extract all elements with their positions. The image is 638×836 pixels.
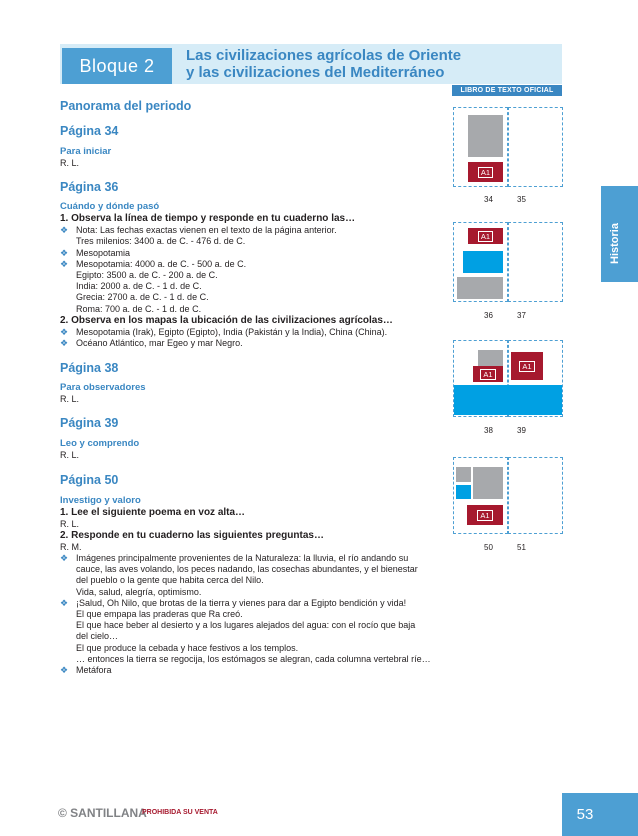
bloque-label: Bloque 2 (62, 48, 172, 84)
bullet-text: Mesopotamia: 4000 a. de C. - 500 a. de C. (76, 258, 247, 269)
bullet-item (60, 259, 445, 270)
thumbnail-badge-block (511, 352, 543, 380)
thumbnail-badge-block (467, 505, 503, 525)
question: 1. Lee el siguiente poema en voz alta… (60, 506, 246, 518)
page-number: 53 (562, 793, 638, 836)
question: 2. Responde en tu cuaderno las siguientes preguntas… (60, 529, 324, 541)
subsection-heading: Leo y comprendo (60, 438, 140, 450)
side-tab-historia (601, 186, 638, 282)
diamond-bullet-icon: ❖ (60, 326, 69, 337)
thumbnail-image-block (454, 385, 562, 415)
bullet-text: ¡Salud, Oh Nilo, que brotas de la tierra y vienes para dar a Egipto bendición y vida! (76, 597, 407, 608)
bullet-item (60, 553, 445, 564)
thumbnail-image-block (473, 467, 503, 499)
bullet-item (60, 665, 445, 676)
thumbnail-page-number: 51 (517, 543, 526, 552)
answer-text: R. L. (60, 158, 80, 168)
a1-badge: A1 (478, 167, 493, 178)
thumbnail-image-block (478, 350, 503, 366)
answer-text: El que produce la cebada y hace festivos a los templos. (76, 642, 299, 653)
answer-text: Grecia: 2700 a. de C. - 1 d. de C. (76, 292, 209, 303)
thumbnail-image-block (457, 277, 503, 299)
page-thumbnail-36-37 (453, 222, 563, 302)
diamond-bullet-icon: ❖ (60, 553, 69, 564)
answer-text: R. M. (60, 541, 82, 552)
thumbnail-right-page (508, 457, 563, 534)
thumbnail-image-block (456, 467, 471, 482)
subsection-heading: Cuándo y dónde pasó (60, 201, 160, 213)
thumbnail-page-number: 39 (517, 426, 526, 435)
title-line-1: Las civilizaciones agrícolas de Oriente (186, 47, 462, 64)
bullet-text: Nota: Las fechas exactas vienen en el texto de la página anterior. (76, 225, 337, 236)
diamond-bullet-icon: ❖ (60, 665, 69, 676)
answer-text: Roma: 700 a. de C. - 1 d. de C. (76, 303, 202, 314)
answer-text: India: 2000 a. de C. - 1 d. de C. (76, 281, 202, 292)
page-thumbnail-50-51 (453, 457, 563, 534)
thumbnail-page-number: 36 (484, 311, 493, 320)
question: 1. Observa la línea de tiempo y responde en tu cuaderno las… (60, 213, 356, 225)
diamond-bullet-icon: ❖ (60, 338, 69, 349)
thumbnail-right-page (508, 107, 563, 187)
libro-label: LIBRO DE TEXTO OFICIAL (452, 85, 562, 96)
answer-text: Tres milenios: 3400 a. de C. - 476 d. de C. (76, 236, 246, 247)
thumbnail-page-number: 50 (484, 543, 493, 552)
prohibida-notice: PROHIBIDA SU VENTA (142, 809, 218, 816)
answer-text: del cielo… (76, 631, 119, 642)
subsection-heading: Para iniciar (60, 146, 112, 157)
a1-badge: A1 (519, 361, 534, 372)
section-heading: Página 36 (60, 180, 119, 195)
bullet-text: Mesopotamia (76, 247, 131, 258)
thumbnail-image-block (468, 115, 503, 157)
page-thumbnail-34-35 (453, 107, 563, 187)
bullet-item (60, 327, 445, 338)
bullet-text: Océano Atlántico, mar Egeo y mar Negro. (76, 338, 243, 349)
thumbnail-page-number: 34 (484, 195, 493, 204)
section-heading: Página 34 (60, 124, 119, 138)
main-content (60, 98, 445, 676)
thumbnail-page-number: 37 (517, 311, 526, 320)
answer-text: Egipto: 3500 a. de C. - 200 a. de C. (76, 270, 218, 281)
thumbnail-right-page (508, 222, 563, 302)
diamond-bullet-icon: ❖ (60, 247, 69, 258)
section-heading: Panorama del periodo (60, 99, 192, 113)
bullet-text: Mesopotamia (Irak), Egipto (Egipto), India (Pakistán y la India), China (China). (76, 326, 388, 337)
diamond-bullet-icon: ❖ (60, 225, 69, 236)
a1-badge: A1 (477, 510, 492, 521)
answer-text: cauce, las aves volando, los peces nadando, las cosechas abundantes, y el bienestar (76, 564, 418, 575)
answer-text: Vida, salud, alegría, optimismo. (76, 586, 202, 597)
subsection-heading: Para observadores (60, 382, 146, 394)
answer-text: El que empapa las praderas que Ra creó. (76, 609, 243, 620)
answer-text: R. L. (60, 518, 80, 529)
page-title (186, 47, 461, 81)
subsection-heading: Investigo y valoro (60, 494, 141, 506)
a1-badge: A1 (480, 369, 495, 380)
page-thumbnail-38-39 (453, 340, 563, 417)
answer-text: R. L. (60, 394, 80, 405)
thumbnail-image-block (463, 251, 503, 273)
bullet-item (60, 248, 445, 259)
thumbnail-page-number: 35 (517, 195, 526, 204)
bullet-text: Imágenes principalmente provenientes de la Naturaleza: la lluvia, el río andando su (76, 553, 409, 564)
thumbnail-image-block (456, 485, 471, 499)
bullet-text: Metáfora (76, 665, 112, 676)
bullet-item (60, 598, 445, 609)
a1-badge: A1 (478, 231, 493, 242)
thumbnail-page-number: 38 (484, 426, 493, 435)
bullet-item (60, 338, 445, 349)
thumbnail-badge-block (473, 366, 503, 382)
question: 2. Observa en los mapas la ubicación de las civilizaciones agrícolas… (60, 314, 393, 326)
section-heading: Página 38 (60, 361, 119, 376)
diamond-bullet-icon: ❖ (60, 258, 69, 269)
section-heading: Página 50 (60, 472, 119, 487)
diamond-bullet-icon: ❖ (60, 597, 69, 608)
answer-text: … entonces la tierra se regocija, los estómagos se alegran, cada columna vertebral ríe… (76, 653, 431, 664)
thumbnail-badge-block (468, 228, 503, 244)
answer-text: R. L. (60, 450, 80, 461)
publisher-logo: © SANTILLANA (58, 806, 147, 820)
side-tab-label: Historia (609, 223, 621, 264)
answer-text: del pueblo o la gente que habita cerca del Nilo. (76, 575, 264, 586)
title-line-2: y las civilizaciones del Mediterráneo (186, 64, 445, 81)
bullet-item (60, 225, 445, 236)
section-heading: Página 39 (60, 416, 119, 431)
answer-text: El que hace beber al desierto y a los lugares alejados del agua: con el rocío que baja (76, 620, 416, 631)
thumbnail-badge-block (468, 162, 503, 182)
